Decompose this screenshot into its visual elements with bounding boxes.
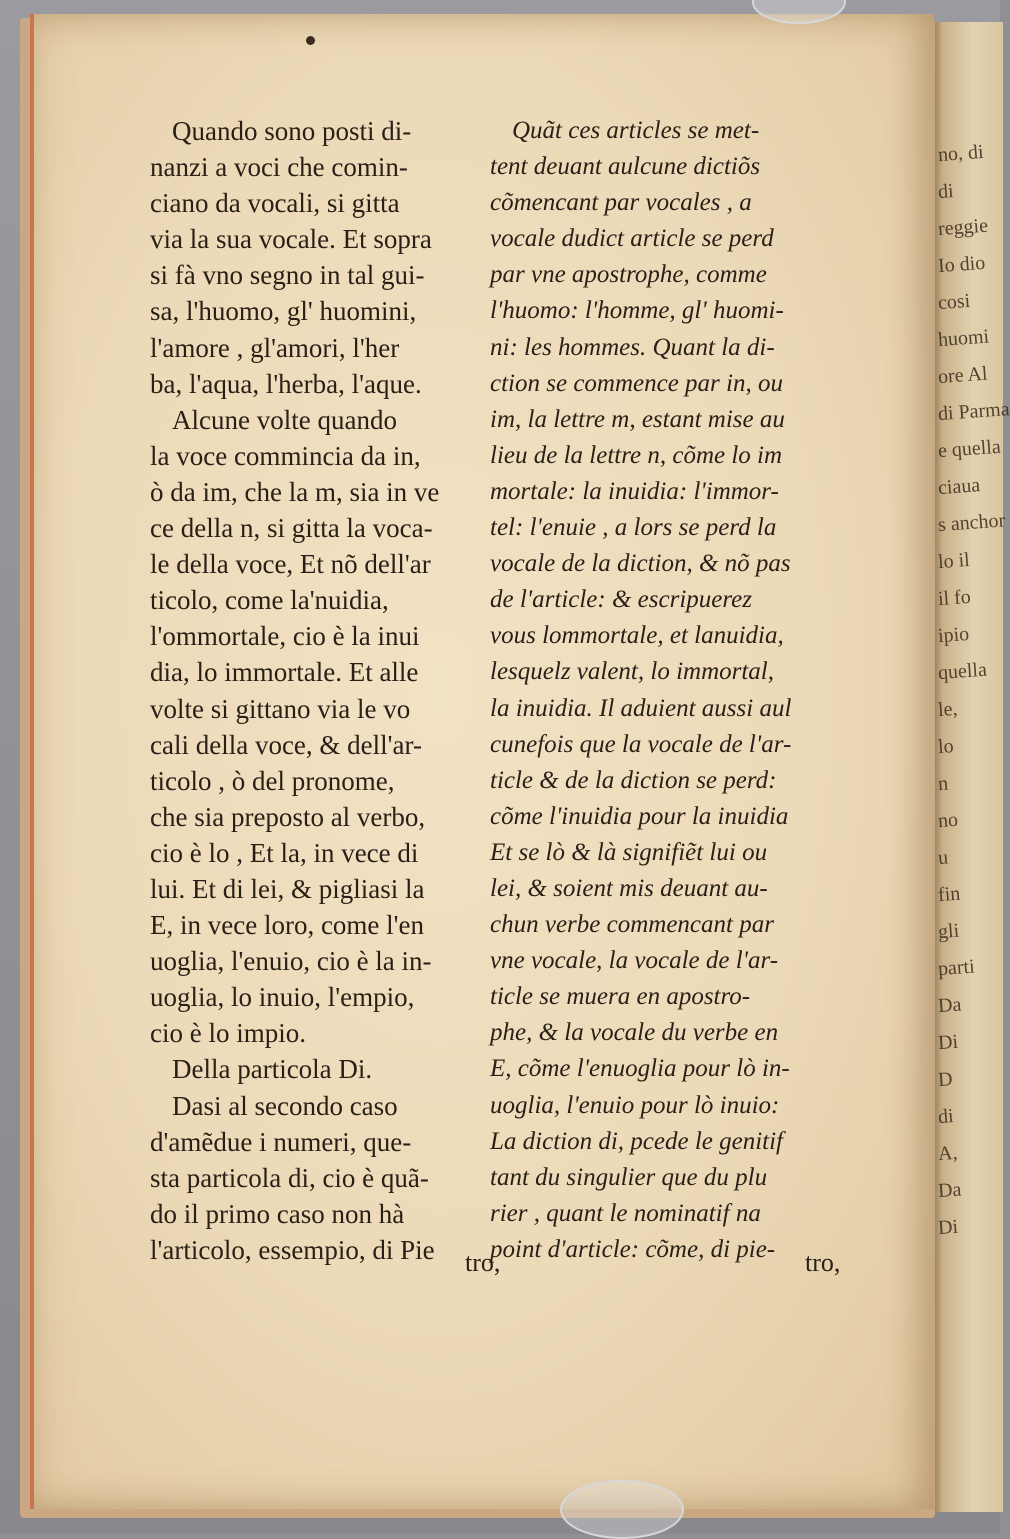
french-text-line: im, la lettre m, estant mise au xyxy=(490,405,785,433)
page-clip-bottom xyxy=(560,1480,684,1539)
italian-text-line: do il primo caso non hà xyxy=(150,1198,405,1229)
opposite-page-fragment: A, xyxy=(937,1141,959,1166)
french-text-line: par vne apostrophe, comme xyxy=(490,261,767,289)
french-text-line: mortale: la inuidia: l'immor- xyxy=(490,477,779,505)
french-text-line: de l'article: & escripuerez xyxy=(490,586,752,614)
italian-text-line: d'amẽdue i numeri, que- xyxy=(150,1126,412,1157)
french-text-line: uoglia, l'enuio pour lò inuio: xyxy=(490,1091,780,1119)
french-text-line: cõme l'inuidia pour la inuidia xyxy=(490,802,789,830)
french-text-line: vous lommortale, et lanuidia, xyxy=(490,622,784,650)
french-text-line: ction se commence par in, ou xyxy=(490,369,783,397)
opposite-page-fragment: cosi xyxy=(937,289,971,315)
opposite-page-fragment: ipio xyxy=(937,622,970,648)
italian-text-line: che sia preposto al verbo, xyxy=(150,801,426,832)
french-text-line: E, cõme l'enuoglia pour lò in- xyxy=(490,1055,790,1083)
french-text-line: la inuidia. Il aduient aussi aul xyxy=(490,694,792,722)
opposite-page-fragment: e quella xyxy=(937,435,1002,463)
french-text-line: chun verbe commencant par xyxy=(490,911,774,939)
opposite-page-fragment: ciaua xyxy=(937,474,981,500)
italian-text-line: Quando sono posti di- xyxy=(172,116,412,146)
italian-text-line: sta particola di, cio è quã- xyxy=(150,1162,429,1193)
opposite-page-fragment: gli xyxy=(937,919,960,944)
italian-text-line: ticolo, come la'nuidia, xyxy=(150,585,389,616)
french-text-line: lei, & soient mis deuant au- xyxy=(490,874,768,902)
french-text-line: tel: l'enuie , a lors se perd la xyxy=(490,514,777,542)
italian-text-line: sa, l'huomo, gl' huomini, xyxy=(150,296,417,327)
italian-text-line: volte si gittano via le vo xyxy=(150,693,411,724)
opposite-page-fragment: no xyxy=(937,808,959,833)
french-text-line: vocale dudict article se perd xyxy=(490,225,774,253)
opposite-page-fragment: no, di xyxy=(937,140,985,167)
italian-text-line: E, in vece loro, come l'en xyxy=(150,910,425,941)
french-text-line: ticle & de la diction se perd: xyxy=(490,766,777,794)
french-text-line: vocale de la diction, & nõ pas xyxy=(490,550,791,578)
catchword-left: tro, xyxy=(465,1248,501,1277)
italian-text-line: ba, l'aqua, l'herba, l'aque. xyxy=(150,368,422,399)
italian-text-line: nanzi a voci che comin- xyxy=(150,152,408,183)
opposite-page-fragment: lo il xyxy=(937,548,971,574)
italian-text-line: uoglia, lo inuio, l'empio, xyxy=(150,982,415,1013)
italian-text-line: Alcune volte quando xyxy=(172,404,397,435)
french-text-column xyxy=(490,113,850,1268)
french-text-line: vne vocale, la vocale de l'ar- xyxy=(490,947,779,975)
french-text-line: rier , quant le nominatif na xyxy=(490,1199,761,1227)
italian-text-line: ticolo , ò del pronome, xyxy=(150,765,395,796)
opposite-page-fragment: di Parma xyxy=(937,398,1010,426)
italian-text-line: via la sua vocale. Et sopra xyxy=(150,224,432,255)
italian-text-column xyxy=(150,113,510,1268)
french-text-line: La diction di, pcede le genitif xyxy=(490,1127,783,1155)
french-text-line: tent deuant aulcune dictiõs xyxy=(490,153,761,181)
opposite-page-fragment: Io dio xyxy=(937,251,986,278)
opposite-page-fragment: quella xyxy=(937,658,988,685)
italian-text-line: uoglia, l'enuio, cio è la in- xyxy=(150,946,432,977)
italian-text-line: lui. Et di lei, & pigliasi la xyxy=(150,873,425,904)
french-text-line: phe, & la vocale du verbe en xyxy=(490,1019,779,1047)
italian-text-line: Dasi al secondo caso xyxy=(172,1090,398,1121)
opposite-page-fragment: n xyxy=(937,772,949,796)
opposite-page-edge xyxy=(925,22,1010,1512)
french-text-line: l'huomo: l'homme, gl' huomi- xyxy=(490,297,784,325)
italian-text-line: ò da im, che la m, sia in ve xyxy=(150,476,440,507)
italian-text-line: ce della n, si gitta la voca- xyxy=(150,513,433,544)
italian-text-line: l'articolo, essempio, di Pie xyxy=(150,1234,435,1265)
french-text-line: tant du singulier que du plu xyxy=(490,1163,768,1191)
french-text-line: Et se lò & là signifiẽt lui ou xyxy=(490,838,768,866)
french-text-line: ticle se muera en apostro- xyxy=(490,983,751,1011)
opposite-page-fragment: D xyxy=(937,1068,954,1092)
opposite-page-fragment: parti xyxy=(937,955,976,981)
french-text-line: ni: les hommes. Quant la di- xyxy=(490,333,775,361)
opposite-page-fragment: ore Al xyxy=(937,362,989,389)
italian-text-line: le della voce, Et nõ dell'ar xyxy=(150,549,431,580)
opposite-page-fragment: di xyxy=(937,180,955,204)
opposite-page-fragment: Di xyxy=(937,1215,959,1240)
opposite-page-fragment: il fo xyxy=(937,585,972,611)
opposite-page-fragment: Da xyxy=(937,1178,963,1203)
french-text-line: cõmencant par vocales , a xyxy=(490,189,752,217)
french-text-line: Quãt ces articles se met- xyxy=(512,117,760,144)
opposite-page-fragment: Da xyxy=(937,993,963,1018)
ink-dot xyxy=(306,36,315,45)
italian-text-line: cali della voce, & dell'ar- xyxy=(150,729,422,760)
french-text-line: point d'article: cõme, di pie- xyxy=(490,1235,776,1263)
opposite-page-fragment: lo xyxy=(937,735,955,759)
italian-text-line: ciano da vocali, si gitta xyxy=(150,188,400,219)
opposite-page-fragment: le, xyxy=(937,697,959,722)
opposite-page-fragment: u xyxy=(937,846,949,870)
opposite-page-fragment: di xyxy=(937,1105,955,1129)
italian-text-line: cio è lo impio. xyxy=(150,1018,306,1049)
opposite-page-fragment: Di xyxy=(937,1030,959,1055)
italian-text-line: l'amore , gl'amori, l'her xyxy=(150,332,400,363)
italian-text-line: l'ommortale, cio è la inui xyxy=(150,621,420,652)
opposite-page-fragment: s anchor xyxy=(937,509,1006,537)
catchword-right: tro, xyxy=(805,1248,841,1277)
opposite-page-fragment: reggie xyxy=(937,214,989,241)
italian-text-line: dia, lo immortale. Et alle xyxy=(150,657,419,688)
french-text-line: lieu de la lettre n, cõme lo im xyxy=(490,441,783,469)
italian-text-line: cio è lo , Et la, in vece di xyxy=(150,837,419,868)
italian-text-line: si fà vno segno in tal gui- xyxy=(150,260,425,291)
opposite-page-fragment: huomi xyxy=(937,325,990,352)
french-text-line: lesquelz valent, lo immortal, xyxy=(490,658,774,686)
french-text-line: cunefois que la vocale de l'ar- xyxy=(490,730,792,758)
italian-text-line: la voce commincia da in, xyxy=(150,440,421,471)
opposite-page-fragment: fin xyxy=(937,882,961,907)
italian-text-line: Della particola Di. xyxy=(172,1054,373,1085)
